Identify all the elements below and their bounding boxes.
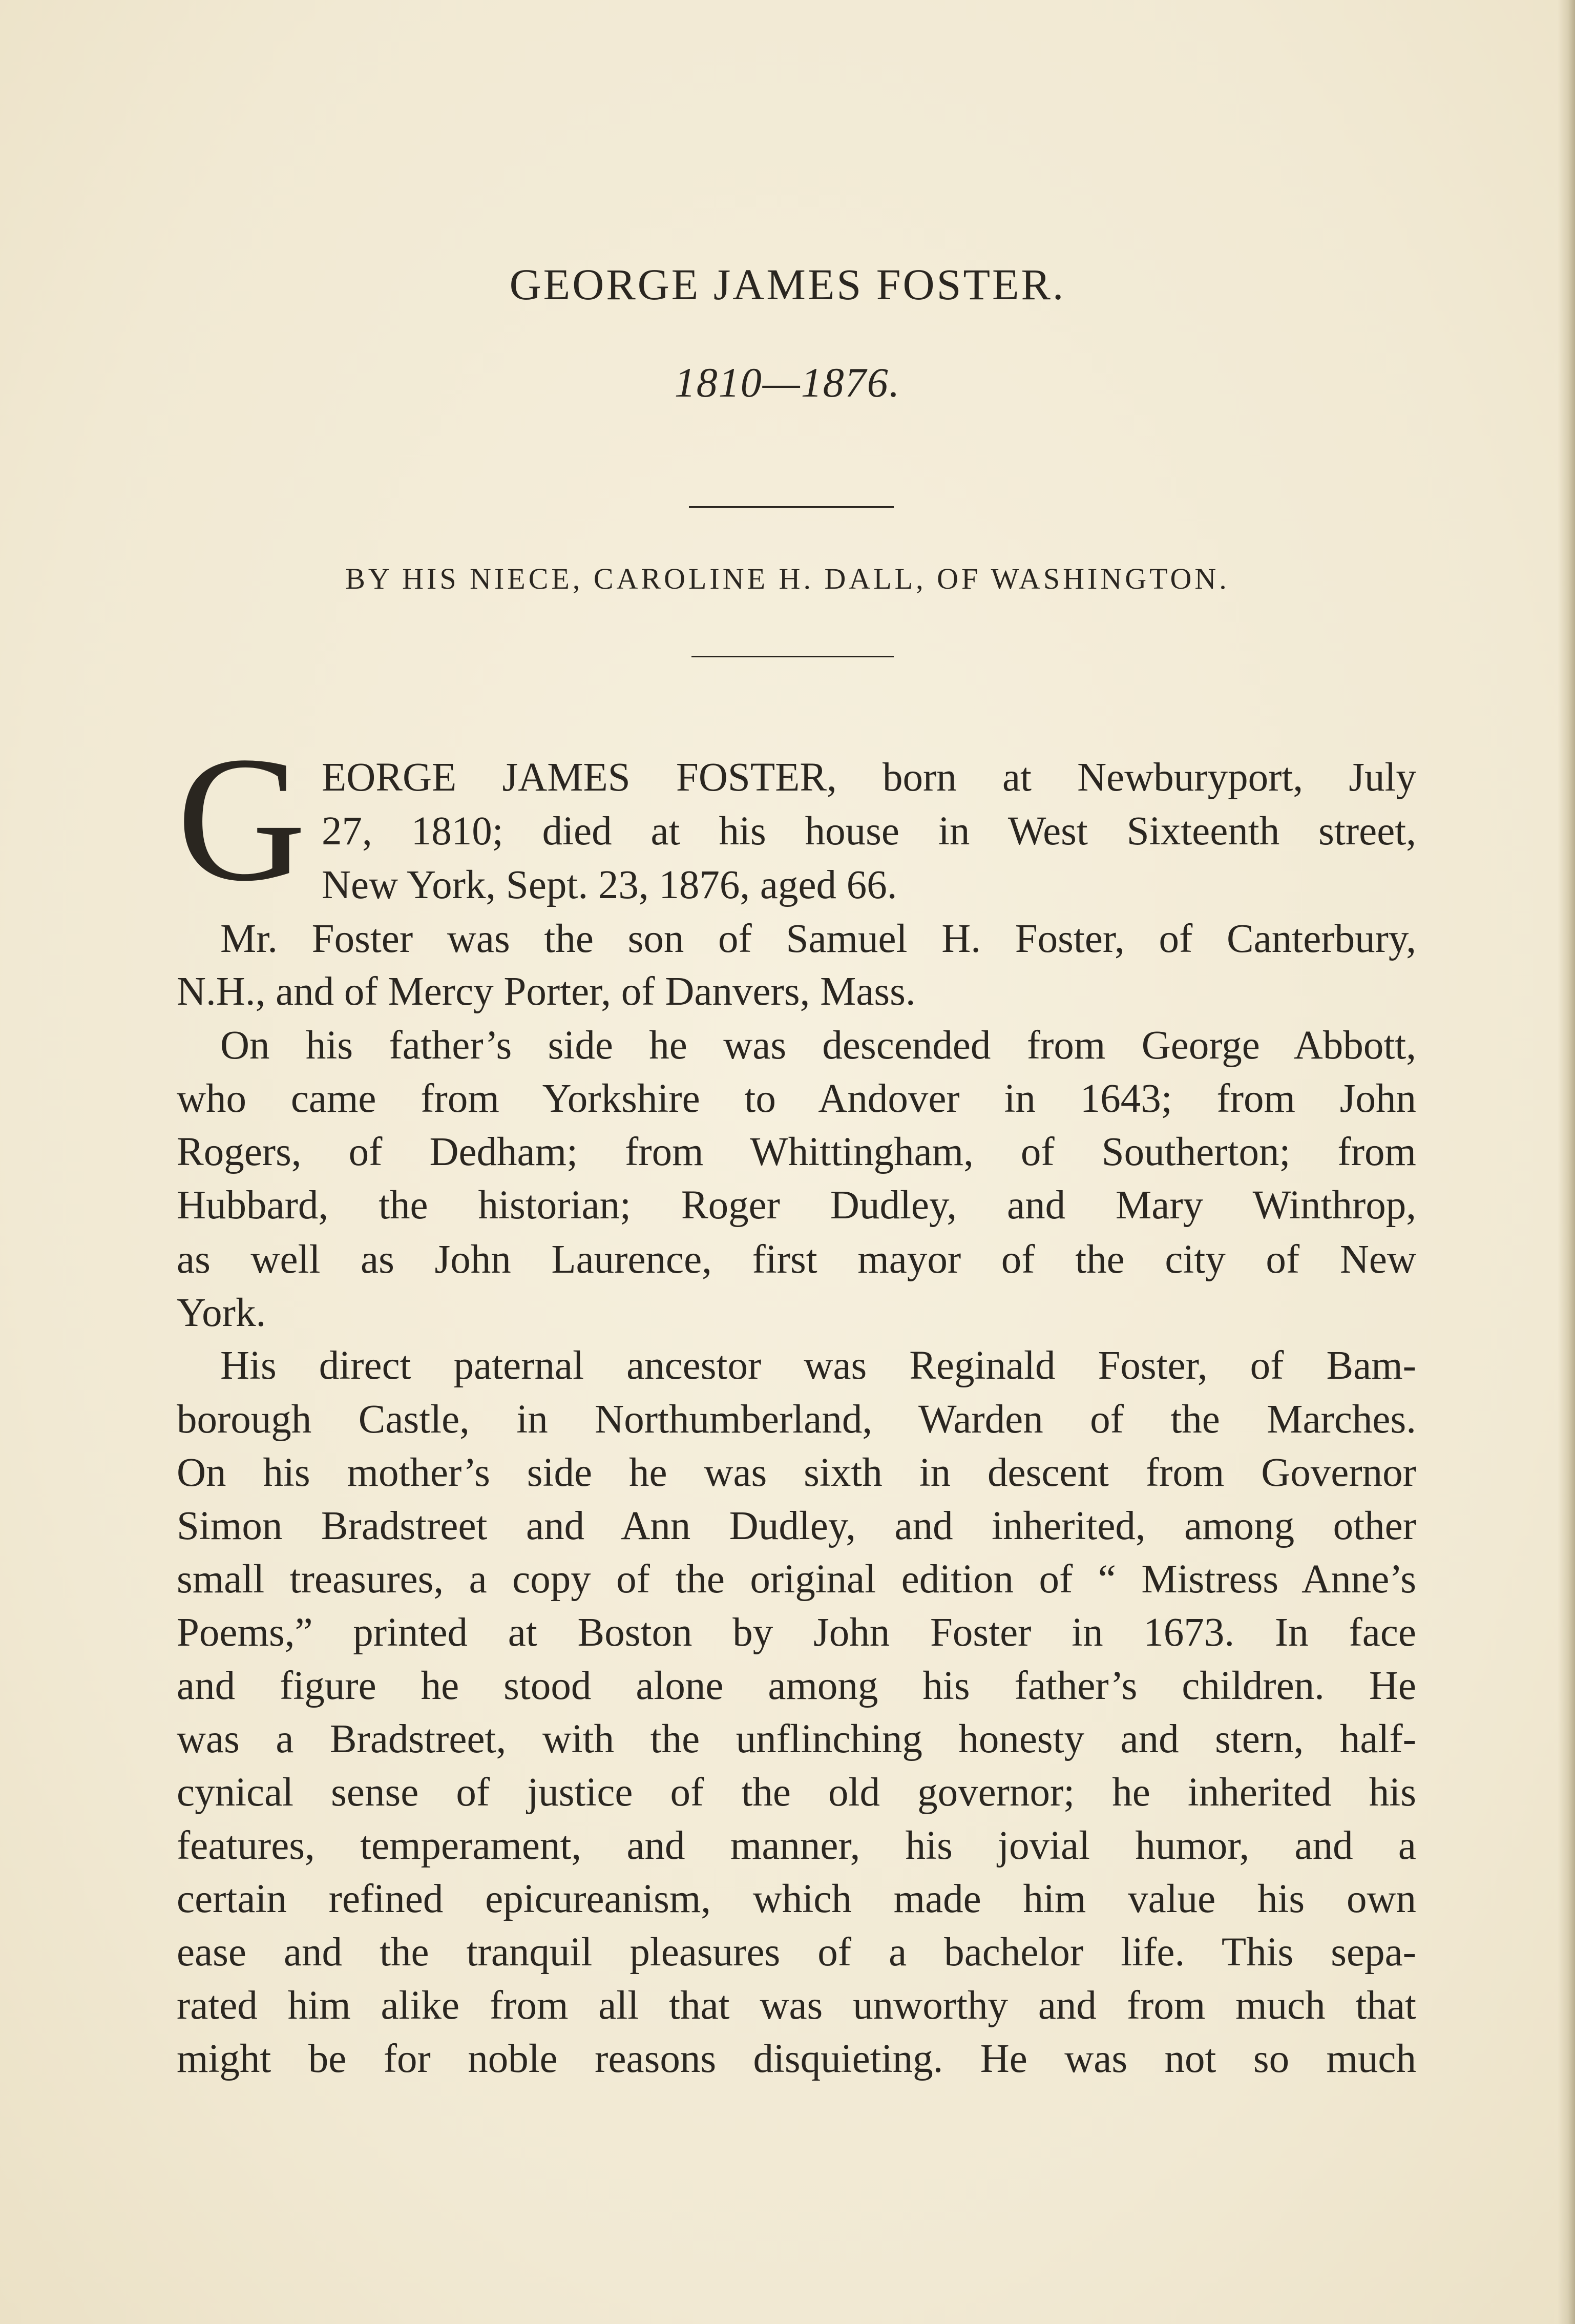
text-line: as well as John Laurence, first mayor of the city of New <box>177 1237 1416 1282</box>
life-dates: 1810—1876. <box>674 359 901 406</box>
text-line: Simon Bradstreet and Ann Dudley, and inherited, among other <box>177 1504 1416 1548</box>
text-line: Mr. Foster was the son of Samuel H. Foster, of Canterbury, <box>220 917 1416 961</box>
page-edge-shadow <box>1558 0 1575 2324</box>
text-line: ease and the tranquil pleasures of a bachelor life. This sepa- <box>177 1930 1416 1975</box>
text-line: New York, Sept. 23, 1876, aged 66. <box>322 863 897 907</box>
text-line: Rogers, of Dedham; from Whittingham, of Southerton; from <box>177 1130 1416 1174</box>
text-line: features, temperament, and manner, his jovial humor, and a <box>177 1823 1416 1868</box>
text-line: and figure he stood alone among his father’s children. He <box>177 1664 1416 1708</box>
divider-rule-bottom <box>691 656 894 657</box>
text-line: York. <box>177 1291 266 1335</box>
text-line: N.H., and of Mercy Porter, of Danvers, Mass. <box>177 969 916 1014</box>
author-byline: BY HIS NIECE, CAROLINE H. DALL, OF WASHINGTON. <box>345 562 1230 595</box>
text-line: EORGE JAMES FOSTER, born at Newburyport, July <box>322 755 1416 800</box>
text-line: small treasures, a copy of the original edition of “ Mistress Anne’s <box>177 1557 1416 1602</box>
divider-rule-top <box>689 506 894 508</box>
text-line: was a Bradstreet, with the unflinching honesty and stern, half- <box>177 1717 1416 1761</box>
drop-cap: G <box>177 719 306 918</box>
text-line: cynical sense of justice of the old governor; he inherited his <box>177 1770 1416 1815</box>
text-line: rated him alike from all that was unworthy and from much that <box>177 1983 1416 2028</box>
text-line: On his father’s side he was descended from George Abbott, <box>220 1023 1416 1068</box>
text-line: Hubbard, the historian; Roger Dudley, and Mary Winthrop, <box>177 1183 1416 1228</box>
text-line: certain refined epicureanism, which made him value his own <box>177 1877 1416 1921</box>
text-line: His direct paternal ancestor was Reginald Foster, of Bam- <box>220 1343 1416 1388</box>
text-line: borough Castle, in Northumberland, Warden of the Marches. <box>177 1397 1416 1442</box>
text-line: 27, 1810; died at his house in West Sixteenth street, <box>322 809 1416 854</box>
text-line: who came from Yorkshire to Andover in 1643; from John <box>177 1076 1416 1121</box>
text-line: Poems,” printed at Boston by John Foster in 1673. In face <box>177 1610 1416 1655</box>
page-title: GEORGE JAMES FOSTER. <box>509 260 1066 309</box>
text-line: might be for noble reasons disquieting. He was not so much <box>177 2037 1416 2081</box>
text-line: On his mother’s side he was sixth in descent from Governor <box>177 1450 1416 1495</box>
